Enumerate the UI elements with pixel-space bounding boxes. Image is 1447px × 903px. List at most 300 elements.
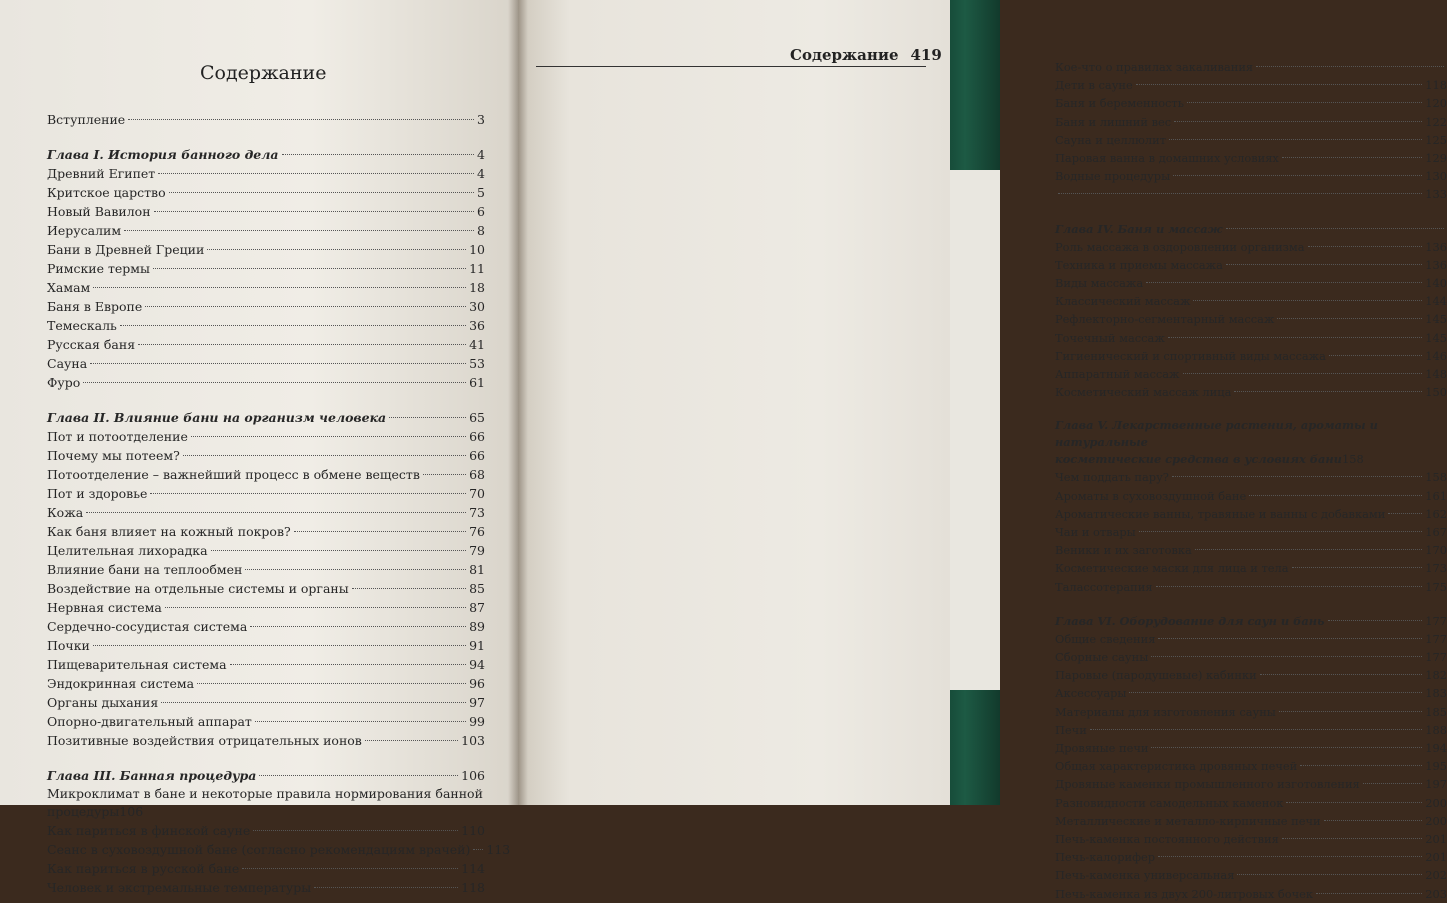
toc-entry-title: Дровяные печи [1055, 741, 1149, 755]
toc-page-number: 158 [1425, 470, 1447, 485]
toc-entry-title: Римские термы [47, 261, 150, 276]
toc-entry-title: Иерусалим [47, 223, 122, 238]
toc-entry-title-line: Глава V. Лекарственные растения, ароматы и натуральные [1055, 418, 1378, 450]
toc-entry-title: Глава I. История банного дела [47, 147, 279, 162]
dot-leader [282, 154, 475, 155]
toc-entry [1055, 630, 1447, 648]
dot-leader [1151, 656, 1422, 657]
dot-leader [365, 740, 458, 741]
toc-entry [1055, 703, 1447, 721]
toc-chapter [47, 145, 485, 164]
dot-leader [1328, 620, 1423, 621]
dot-leader [250, 626, 466, 627]
dot-leader [242, 868, 458, 869]
dot-leader [1300, 765, 1422, 766]
dot-leader [1195, 549, 1422, 550]
toc-entry [47, 522, 485, 541]
toc-entry-title: Глава IV. Баня и массаж [1055, 221, 1223, 236]
toc-entry-title: Печь-калорифер [1055, 850, 1156, 865]
toc-page-number: 146 [1425, 348, 1447, 363]
toc-entry [47, 427, 485, 446]
toc-page-number: 201 [1425, 831, 1447, 846]
toc-entry-title: Дровяные каменки промышленного изготовления [1055, 777, 1360, 792]
toc-entry [1055, 666, 1447, 684]
dot-leader [1168, 337, 1422, 338]
toc-entry-title: Русская баня [47, 337, 136, 352]
dot-leader [423, 474, 466, 475]
toc-page-number: 197 [1425, 777, 1447, 792]
dot-leader [473, 849, 483, 850]
dot-leader [1136, 84, 1422, 85]
toc-entry [47, 712, 485, 731]
dot-leader [259, 775, 458, 776]
dot-leader [1234, 391, 1422, 392]
toc-page-number: 106 [461, 768, 485, 783]
toc-entry-title: Глава II. Влияние бани на организм человека [47, 410, 387, 425]
toc-entry [1055, 775, 1447, 793]
toc-entry [47, 878, 485, 897]
toc-entry [1055, 866, 1447, 884]
toc-entry-title: Чаи и отвары [1055, 524, 1136, 539]
toc-page-number: 195 [1425, 759, 1447, 774]
dot-leader [169, 192, 474, 193]
dot-leader [1129, 692, 1422, 693]
dot-leader [86, 512, 466, 513]
table-of-contents-left [47, 110, 511, 897]
dot-leader [1187, 102, 1422, 103]
toc-page-number: 148 [1425, 367, 1447, 381]
dot-leader [165, 607, 466, 608]
toc-entry [47, 373, 485, 392]
toc-entry [1055, 76, 1447, 94]
toc-page-number: 114 [461, 861, 485, 876]
toc-entry-title: Целительная лихорадка [47, 543, 208, 558]
toc-entry [1055, 648, 1447, 666]
toc-entry [1055, 559, 1447, 577]
dot-leader [1226, 264, 1422, 265]
toc-page-number: 120 [1425, 96, 1447, 111]
toc-entry [1055, 468, 1447, 486]
toc-page-number: 91 [469, 638, 485, 653]
toc-entry-title: Чем поддать пару? [1055, 470, 1169, 485]
toc-entry-title: Талассотерапия [1055, 579, 1153, 594]
toc-entry [47, 259, 485, 278]
toc-page-number: 18 [469, 280, 485, 295]
toc-entry-title: Влияние бани на теплообмен [47, 562, 243, 577]
toc-entry [47, 693, 485, 712]
toc-entry [1055, 383, 1447, 401]
toc-entry-title: Человек и экстремальные температуры [47, 880, 312, 895]
dot-leader [1169, 139, 1422, 140]
toc-entry [1055, 757, 1447, 775]
toc-entry-title: Сауна [47, 356, 88, 371]
toc-entry-title: Как баня влияет на кожный покров? [47, 524, 291, 539]
dot-leader [1151, 747, 1422, 748]
toc-page-number: 94 [469, 657, 485, 672]
toc-entry-title: Паровые (пародушевые) кабинки [1055, 668, 1257, 683]
toc-entry-title: Как париться в финской сауне [47, 823, 251, 838]
toc-entry [1055, 885, 1447, 903]
toc-entry-title: Печь-каменка универсальная [1055, 868, 1235, 883]
toc-entry-title: Сборные сауны [1055, 650, 1149, 665]
toc-entry [1055, 365, 1447, 383]
dot-leader [90, 363, 466, 364]
toc-entry-title: косметические средства в условиях бани [1055, 452, 1342, 467]
dot-leader [158, 173, 474, 174]
dot-leader [1174, 121, 1422, 122]
toc-entry [1055, 487, 1447, 505]
dot-leader [1324, 820, 1423, 821]
toc-entry [47, 240, 485, 259]
dot-leader [138, 344, 466, 345]
toc-page-number: 161 [1425, 488, 1447, 503]
toc-page-number: 110 [461, 823, 485, 838]
toc-entry-title: Классический массаж [1055, 294, 1191, 309]
toc-entry [47, 316, 485, 335]
toc-page-number: 201 [1425, 850, 1447, 865]
toc-entry [1055, 347, 1447, 365]
right-page [518, 0, 1447, 901]
toc-entry-title: Как париться в русской бане [47, 861, 240, 876]
toc-entry-title: Потоотделение – важнейший процесс в обмене веществ [47, 467, 420, 482]
toc-entry-title: Косметический массаж лица [1055, 385, 1232, 400]
dot-leader [314, 887, 458, 888]
toc-entry-title: Разновидности самодельных каменок [1055, 795, 1284, 810]
toc-entry [1055, 541, 1447, 559]
toc-entry [47, 617, 485, 636]
dot-leader [1388, 513, 1422, 514]
toc-page-number: 185 [1425, 704, 1447, 719]
dot-leader [93, 645, 466, 646]
toc-page-number: 133 [1425, 187, 1447, 202]
toc-page-number: 167 [1425, 524, 1447, 539]
toc-entry [1055, 310, 1447, 328]
toc-page-number: 4 [477, 166, 485, 181]
toc-entry-title: Веники и их заготовка [1055, 543, 1192, 558]
toc-page-number: 36 [469, 318, 485, 333]
toc-page-number: 173 [1425, 561, 1447, 576]
toc-page-number: 162 [1425, 506, 1447, 521]
toc-page-number: 177 [1425, 650, 1447, 665]
dot-leader [1183, 373, 1423, 374]
dot-leader [207, 249, 466, 250]
dot-leader [255, 721, 466, 722]
table-of-contents-right [1055, 58, 1447, 903]
dot-leader [245, 569, 466, 570]
toc-page-number: 68 [469, 467, 485, 482]
book-gutter [508, 0, 528, 805]
toc-entry-title: Почему мы потеем? [47, 448, 180, 463]
toc-entry-title: Виды массажа [1055, 276, 1144, 291]
toc-entry [1055, 505, 1447, 523]
toc-entry-title: Хамам [47, 280, 91, 295]
toc-entry [47, 636, 485, 655]
toc-entry [47, 278, 485, 297]
toc-chapter [47, 766, 485, 785]
running-header-title: Содержание [790, 46, 899, 64]
toc-entry [47, 446, 485, 465]
toc-entry-title: Вступление [47, 112, 126, 127]
dot-leader [1329, 355, 1422, 356]
toc-entry [1055, 167, 1447, 185]
toc-page-number: 158 [1341, 452, 1364, 467]
toc-entry-title: Бани в Древней Греции [47, 242, 205, 257]
dot-leader [1308, 246, 1423, 247]
section-gap [1055, 596, 1447, 612]
toc-page-number: 200 [1425, 813, 1447, 828]
toc-entry-title: Ароматические ванны, травяные и ванны с добавками [1055, 506, 1386, 521]
toc-entry-title: Аппаратный массаж [1055, 367, 1180, 381]
toc-entry-title: Глава III. Банная процедура [47, 768, 257, 783]
toc-page-number: 89 [469, 619, 485, 634]
toc-entry [1055, 58, 1447, 76]
toc-page-number: 5 [477, 185, 485, 200]
toc-entry [1055, 848, 1447, 866]
toc-entry [1055, 739, 1447, 757]
dot-leader [1363, 783, 1423, 784]
toc-entry-title: процедуры [47, 804, 120, 819]
adjacent-book [950, 170, 1000, 690]
dot-leader [183, 455, 466, 456]
toc-entry [47, 560, 485, 579]
toc-entry-title: Баня в Европе [47, 299, 143, 314]
toc-page-number: 177 [1425, 631, 1447, 646]
toc-entry [47, 731, 485, 750]
dot-leader [120, 325, 466, 326]
toc-page-number: 182 [1425, 668, 1447, 683]
toc-entry [1055, 274, 1447, 292]
dot-leader [1173, 175, 1422, 176]
toc-entry-title: Материалы для изготовления сауны [1055, 704, 1276, 719]
dot-leader [1158, 856, 1422, 857]
toc-entry-title: Рефлекторно-сегментарный массаж [1055, 312, 1275, 327]
toc-entry [47, 598, 485, 617]
toc-entry [47, 674, 485, 693]
toc-entry-title: Воздействие на отдельные системы и органы [47, 581, 349, 596]
dot-leader [153, 268, 466, 269]
toc-entry [1055, 794, 1447, 812]
toc-entry [1055, 812, 1447, 830]
toc-entry-title: Органы дыхания [47, 695, 159, 710]
toc-entry-title: Пот и здоровье [47, 486, 148, 501]
toc-page-number: 130 [1425, 169, 1447, 184]
toc-entry-title: Критское царство [47, 185, 166, 200]
toc-entry-title: Металлические и металло-кирпичные печи [1055, 813, 1321, 828]
toc-page-number: 140 [1425, 276, 1447, 291]
toc-entry-title: Позитивные воздействия отрицательных ионов [47, 733, 362, 748]
dot-leader [1249, 495, 1422, 496]
dot-leader [1090, 729, 1422, 730]
toc-chapter [1055, 417, 1447, 468]
dot-leader [1156, 586, 1423, 587]
toc-entry [47, 202, 485, 221]
toc-chapter [1055, 612, 1447, 630]
toc-page-number: 76 [469, 524, 485, 539]
toc-entry [1055, 256, 1447, 274]
toc-page-number: 4 [477, 147, 485, 162]
dot-leader [1237, 874, 1422, 875]
toc-page-number: 145 [1425, 312, 1447, 327]
section-gap [47, 392, 485, 408]
toc-page-number: 145 [1425, 330, 1447, 345]
left-page [0, 0, 518, 895]
toc-page-number: 118 [1425, 78, 1447, 93]
toc-page-number: 129 [1425, 150, 1447, 165]
page-number: 419 [910, 46, 942, 64]
toc-entry [1055, 830, 1447, 848]
toc-entry [1055, 721, 1447, 739]
toc-entry-title: Роль массажа в оздоровлении организма [1055, 239, 1305, 254]
toc-page-number: 3 [477, 112, 485, 127]
header-rule [536, 66, 926, 67]
toc-chapter [1055, 220, 1447, 238]
dot-leader [389, 417, 466, 418]
toc-page-number: 79 [469, 543, 485, 558]
toc-entry-title: Сауна и целлюлит [1055, 132, 1167, 147]
toc-page-number: 103 [461, 733, 485, 748]
dot-leader [1172, 476, 1422, 477]
toc-entry [47, 164, 485, 183]
toc-entry-title: Баня и беременность [1055, 96, 1184, 111]
toc-page-number: 81 [469, 562, 485, 577]
toc-entry-title: Печь-каменка постоянного действия [1055, 831, 1279, 846]
toc-entry [1055, 185, 1447, 203]
toc-page-number: 8 [477, 223, 485, 238]
toc-page-number: 41 [469, 337, 485, 352]
toc-entry-title: Гигиенический и спортивный виды массажа [1055, 348, 1326, 363]
dot-leader [230, 664, 466, 665]
dot-leader [161, 702, 466, 703]
toc-entry-title: Эндокринная система [47, 676, 195, 691]
toc-entry-title: Косметические маски для лица и тела [1055, 561, 1289, 576]
toc-entry-title: Почки [47, 638, 90, 653]
toc-entry [47, 297, 485, 316]
toc-entry [1055, 94, 1447, 112]
toc-entry-title: Ароматы в суховоздушной бане [1055, 488, 1247, 503]
toc-entry-title: Баня и лишний вес [1055, 114, 1172, 129]
toc-page-number: 65 [469, 410, 485, 425]
section-gap [1055, 204, 1447, 220]
toc-entry [47, 840, 511, 859]
dot-leader [1282, 838, 1422, 839]
toc-page-number: 183 [1425, 686, 1447, 701]
dot-leader [1260, 674, 1423, 675]
toc-entry-title: Общие сведения [1055, 631, 1156, 646]
toc-page-number: 85 [469, 581, 485, 596]
dot-leader [1282, 157, 1422, 158]
toc-entry [47, 821, 485, 840]
dot-leader [1193, 300, 1422, 301]
toc-entry [1055, 523, 1447, 541]
toc-chapter [47, 408, 485, 427]
toc-entry-title: Техника и приемы массажа [1055, 257, 1223, 272]
dot-leader [1292, 567, 1423, 568]
toc-page-number: 10 [469, 242, 485, 257]
toc-entry [47, 503, 485, 522]
toc-entry-title: Аксессуары [1055, 686, 1127, 701]
toc-entry [47, 221, 485, 240]
dot-leader [211, 550, 467, 551]
toc-entry-title: Опорно-двигательный аппарат [47, 714, 252, 729]
toc-page-number: 118 [461, 880, 485, 895]
dot-leader [294, 531, 466, 532]
toc-entry-title: Водные процедуры [1055, 169, 1171, 184]
toc-entry [47, 785, 485, 821]
toc-page-number: 73 [469, 505, 485, 520]
toc-page-number: 200 [1425, 795, 1447, 810]
toc-entry [1055, 113, 1447, 131]
toc-page-number: 87 [469, 600, 485, 615]
toc-entry-title: Печь-каменка из двух 200-литровых бочек [1055, 886, 1313, 901]
toc-entry-title: Сердечно-сосудистая система [47, 619, 248, 634]
toc-page-number: 122 [1425, 114, 1447, 129]
toc-page-number: 99 [469, 714, 485, 729]
dot-leader [93, 287, 466, 288]
toc-entry [1055, 329, 1447, 347]
toc-entry-title: Древний Египет [47, 166, 156, 181]
dot-leader [150, 493, 466, 494]
toc-page-number: 61 [469, 375, 485, 390]
dot-leader [1277, 318, 1422, 319]
toc-entry-title: Печи [1055, 722, 1087, 737]
dot-leader [128, 119, 474, 120]
toc-page-number: 6 [477, 204, 485, 219]
toc-entry-title: Дети в сауне [1055, 78, 1133, 93]
dot-leader [1286, 802, 1422, 803]
toc-page-number: 30 [469, 299, 485, 314]
toc-page-number: 66 [469, 429, 485, 444]
toc-page-number: 97 [469, 695, 485, 710]
toc-page-number: 96 [469, 676, 485, 691]
toc-page-number: 125 [1425, 132, 1447, 147]
dot-leader [124, 230, 474, 231]
toc-entry [47, 465, 485, 484]
dot-leader [1158, 638, 1422, 639]
dot-leader [1279, 711, 1422, 712]
toc-page-number: 188 [1425, 722, 1447, 737]
dot-leader [253, 830, 458, 831]
dot-leader [145, 306, 466, 307]
toc-page-number: 136 [1425, 239, 1447, 254]
toc-page-number: 11 [469, 261, 485, 276]
toc-entry [1055, 292, 1447, 310]
dot-leader [191, 436, 466, 437]
dot-leader [1316, 893, 1422, 894]
toc-page-number: 136 [1425, 257, 1447, 272]
toc-entry [1055, 684, 1447, 702]
toc-entry [1055, 238, 1447, 256]
toc-entry [47, 579, 485, 598]
toc-entry [47, 183, 485, 202]
toc-page-number: 144 [1425, 294, 1447, 309]
toc-page-number: 106 [119, 804, 144, 819]
dot-leader [154, 211, 475, 212]
running-header [790, 46, 954, 64]
page-title: Содержание [200, 62, 327, 84]
toc-entry-title: Общая характеристика дровяных печей [1055, 759, 1298, 774]
dot-leader [1226, 228, 1444, 229]
toc-entry [1055, 578, 1447, 596]
toc-entry-title: Сеанс в суховоздушной бане (согласно рекомендациям врачей) [47, 842, 471, 857]
toc-page-number: 70 [469, 486, 485, 501]
toc-page-number: 113 [486, 842, 511, 857]
dot-leader [1256, 66, 1444, 67]
toc-page-number: 203 [1425, 886, 1447, 901]
dot-leader [1058, 193, 1422, 194]
toc-entry-title: Фуро [47, 375, 81, 390]
dot-leader [352, 588, 466, 589]
toc-page-number: 202 [1425, 868, 1447, 883]
